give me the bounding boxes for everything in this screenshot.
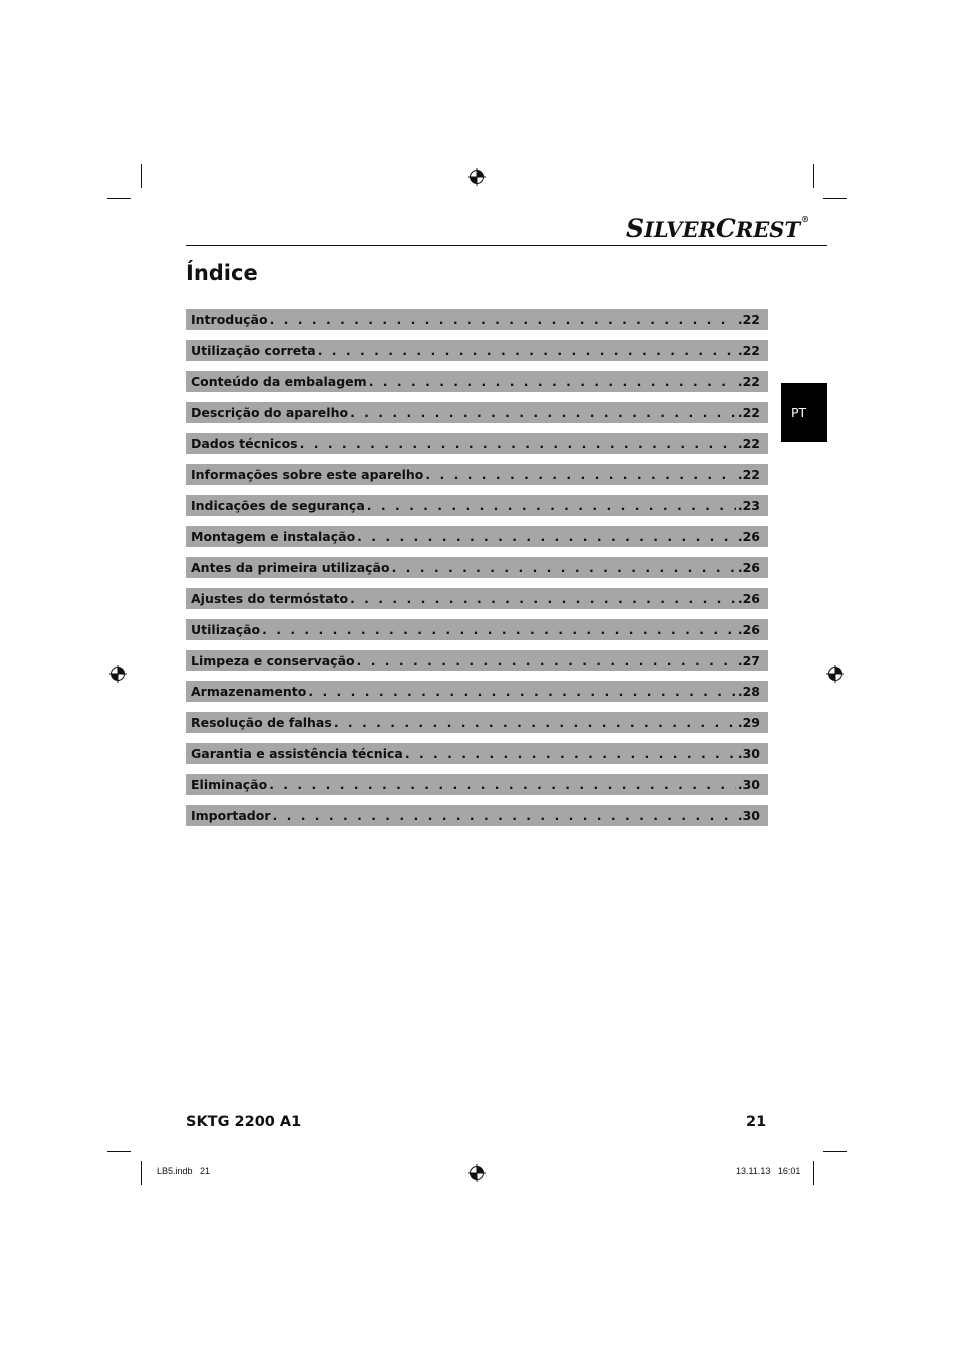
crop-mark [141,1161,142,1185]
toc-dot-leader [269,777,736,792]
toc-entry-label: Montagem e instalação [191,529,356,544]
page-title: Índice [186,261,258,285]
toc-entry [186,712,768,733]
toc-entry-label: Importador [191,808,271,823]
toc-entry [186,526,768,547]
toc-entry-page: .26 [737,529,760,544]
toc-dot-leader [367,498,736,513]
toc-entry [186,402,768,423]
toc-entry [186,650,768,671]
toc-entry-page: .26 [737,622,760,637]
toc-entry-page: .22 [737,436,760,451]
header-rule [186,245,827,246]
toc-dot-leader [308,684,735,699]
crop-mark [813,1161,814,1185]
toc-entry [186,495,768,516]
print-slug-timestamp: 13.11.13 16:01 [736,1166,801,1176]
toc-dot-leader [270,312,736,327]
toc-entry-label: Indicações de segurança [191,498,365,513]
toc-entry [186,619,768,640]
toc-dot-leader [350,405,736,420]
toc-dot-leader [405,746,736,761]
toc-entry [186,774,768,795]
toc-entry-label: Descrição do aparelho [191,405,349,420]
toc-entry-label: Armazenamento [191,684,307,699]
toc-entry-page: .22 [737,374,760,389]
toc-entry [186,743,768,764]
toc-entry-page: .22 [737,467,760,482]
toc-entry-label: Introdução [191,312,268,327]
toc-entry-label: Informações sobre este aparelho [191,467,424,482]
toc-entry-page: .29 [737,715,760,730]
toc-dot-leader [300,436,736,451]
toc-entry-label: Resolução de falhas [191,715,332,730]
toc-entry-label: Utilização [191,622,261,637]
footer-model-number: SKTG 2200 A1 [186,1114,302,1130]
toc-dot-leader [318,343,736,358]
toc-entry [186,371,768,392]
toc-entry-page: .27 [737,653,760,668]
toc-entry [186,681,768,702]
toc-entry [186,557,768,578]
registration-mark-icon [468,168,486,186]
toc-entry-label: Limpeza e conservação [191,653,355,668]
footer-page-number: 21 [746,1114,767,1130]
toc-dot-leader [425,467,735,482]
toc-entry [186,433,768,454]
toc-entry-label: Antes da primeira utilização [191,560,390,575]
toc-entry [186,309,768,330]
toc-entry-page: .23 [737,498,760,513]
toc-dot-leader [334,715,736,730]
toc-dot-leader [357,529,736,544]
toc-entry-page: .22 [737,405,760,420]
toc-entry-page: .30 [737,808,760,823]
toc-dot-leader [262,622,736,637]
toc-entry-label: Garantia e assistência técnica [191,746,403,761]
toc-entry-page: .30 [737,777,760,792]
registration-mark-icon [826,665,844,683]
table-of-contents [186,309,768,836]
toc-entry [186,464,768,485]
crop-mark [813,164,814,188]
print-slug-file: LB5.indb 21 [157,1166,211,1176]
toc-entry-page: .26 [737,560,760,575]
toc-entry-label: Conteúdo da embalagem [191,374,367,389]
crop-mark [107,1151,131,1152]
silvercrest-logo: SILVERCREST® [626,214,810,243]
toc-entry-page: .22 [737,343,760,358]
toc-entry-page: .26 [737,591,760,606]
toc-dot-leader [369,374,736,389]
toc-dot-leader [273,808,736,823]
toc-entry-page: .30 [737,746,760,761]
registration-mark-icon [468,1164,486,1182]
toc-dot-leader [392,560,736,575]
toc-entry-label: Dados técnicos [191,436,298,451]
toc-entry-label: Eliminação [191,777,268,792]
registration-mark-icon [109,665,127,683]
language-tab [781,383,827,442]
crop-mark [823,198,847,199]
toc-dot-leader [357,653,736,668]
toc-entry [186,340,768,361]
toc-entry [186,588,768,609]
crop-mark [141,164,142,188]
crop-mark [107,198,131,199]
toc-entry-page: .22 [737,312,760,327]
language-tab-label: PT [791,405,807,420]
toc-entry-page: .28 [737,684,760,699]
toc-entry [186,805,768,826]
toc-dot-leader [350,591,736,606]
crop-mark [823,1151,847,1152]
toc-entry-label: Utilização correta [191,343,316,358]
toc-entry-label: Ajustes do termóstato [191,591,349,606]
